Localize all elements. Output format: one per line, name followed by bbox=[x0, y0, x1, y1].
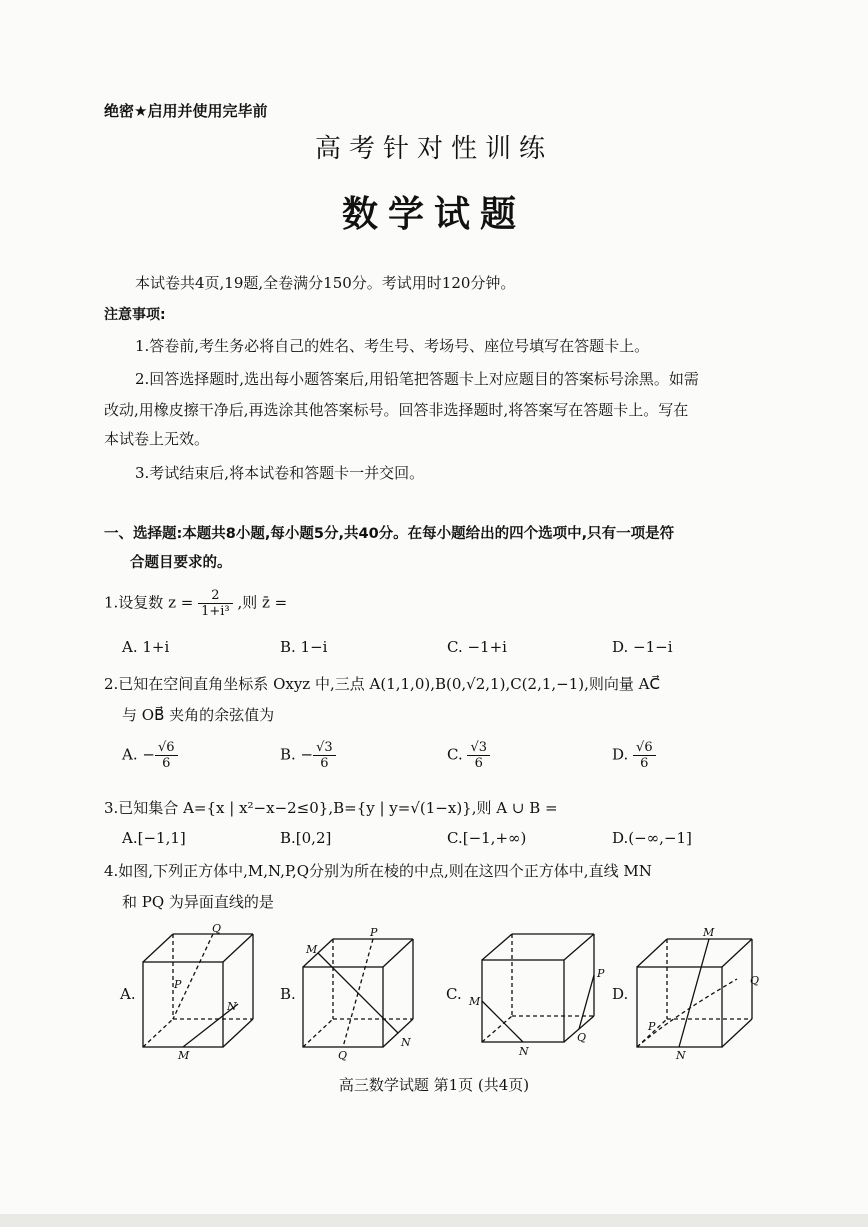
q2-c-num: √3 bbox=[467, 740, 490, 756]
notice-item-1: 1.答卷前,考生务必将自己的姓名、考生号、考场号、座位号填写在答题卡上。 bbox=[135, 337, 650, 355]
figure-c-label: C. bbox=[446, 985, 462, 1003]
notice-item-2-cont: 改动,用橡皮擦干净后,再选涂其他答案标号。回答非选择题时,将答案写在答题卡上。写在 bbox=[104, 401, 689, 419]
fig-a-point-m: M bbox=[178, 1049, 190, 1062]
notice-item-2-end: 本试卷上无效。 bbox=[104, 430, 210, 448]
question-2-line1: 2.已知在空间直角坐标系 Oxyz 中,三点 A(1,1,0),B(0,√2,1),C(2,1,−1),则向量 AC⃗ bbox=[104, 675, 660, 693]
intro-text: 本试卷共4页,19题,全卷满分150分。考试用时120分钟。 bbox=[135, 274, 516, 292]
q2-option-b bbox=[280, 740, 336, 771]
q2-b-num: √3 bbox=[313, 740, 336, 756]
fig-d-point-q: Q bbox=[750, 974, 760, 987]
q2-d-num: √6 bbox=[633, 740, 656, 756]
notice-item-2: 2.回答选择题时,选出每小题答案后,用铅笔把答题卡上对应题目的答案标号涂黑。如需 bbox=[135, 370, 699, 388]
q2-option-a bbox=[122, 740, 178, 771]
notice-item-3: 3.考试结束后,将本试卷和答题卡一并交回。 bbox=[135, 464, 425, 482]
fig-c-point-p: P bbox=[597, 967, 605, 980]
fig-c-point-n: N bbox=[519, 1045, 529, 1058]
q2-option-c bbox=[447, 740, 490, 771]
section-heading: 一、选择题:本题共8小题,每小题5分,共40分。在每小题给出的四个选项中,只有一项是符 bbox=[104, 526, 675, 542]
fig-a-point-p: P bbox=[174, 978, 182, 991]
fig-b-point-m: M bbox=[306, 943, 318, 956]
q1-fraction bbox=[198, 588, 233, 619]
scan-bottom-edge bbox=[0, 1214, 868, 1227]
q2-a-label: A. − bbox=[122, 745, 155, 764]
q1-option-c: C. −1+i bbox=[447, 638, 507, 656]
q1-option-b: B. 1−i bbox=[280, 638, 328, 656]
q2-b-label: B. − bbox=[280, 745, 314, 764]
page-footer: 高三数学试题 第1页 (共4页) bbox=[338, 1076, 530, 1094]
fig-d-point-n: N bbox=[676, 1049, 686, 1062]
q2-a-num: √6 bbox=[155, 740, 178, 756]
q2-d-label: D. bbox=[612, 745, 634, 764]
q3-option-d: D.(−∞,−1] bbox=[612, 829, 692, 847]
question-2-line2: 与 OB⃗ 夹角的余弦值为 bbox=[122, 706, 275, 724]
q2-d-frac bbox=[633, 740, 656, 771]
q2-b-frac bbox=[313, 740, 336, 771]
q1-option-d: D. −1−i bbox=[612, 638, 673, 656]
q3-option-a: A.[−1,1] bbox=[122, 829, 186, 847]
confidential-label: 绝密★启用并使用完毕前 bbox=[104, 102, 268, 120]
notice-heading: 注意事项: bbox=[104, 307, 166, 323]
fig-a-point-q: Q bbox=[212, 922, 222, 935]
fig-a-point-n: N bbox=[227, 1000, 237, 1013]
question-4-line2: 和 PQ 为异面直线的是 bbox=[122, 893, 274, 911]
exam-subtitle: 高考针对性训练 bbox=[314, 134, 553, 164]
q3-option-b: B.[0,2] bbox=[280, 829, 332, 847]
fig-c-point-q: Q bbox=[577, 1031, 587, 1044]
fig-b-point-p: P bbox=[370, 926, 378, 939]
q2-d-den: 6 bbox=[640, 756, 649, 771]
figure-b-label: B. bbox=[280, 985, 296, 1003]
cube-figure-c bbox=[464, 922, 609, 1062]
question-3: 3.已知集合 A={x | x²−x−2≤0},B={y | y=√(1−x)},则 A ∪ B = bbox=[104, 799, 558, 817]
section-heading-cont: 合题目要求的。 bbox=[130, 555, 232, 571]
cube-figure-a bbox=[140, 922, 280, 1062]
q2-b-den: 6 bbox=[320, 756, 329, 771]
exam-title: 数学试题 bbox=[341, 194, 526, 235]
q1-frac-num: 2 bbox=[198, 588, 233, 604]
fig-b-point-n: N bbox=[401, 1036, 411, 1049]
q1-suffix: ,则 z̄ = bbox=[237, 593, 288, 612]
q2-option-d bbox=[612, 740, 656, 771]
figure-d-label: D. bbox=[612, 985, 629, 1003]
cube-figure-d bbox=[632, 922, 772, 1062]
cube-figure-b bbox=[298, 922, 438, 1062]
q3-option-c: C.[−1,+∞) bbox=[447, 829, 527, 847]
fig-b-point-q: Q bbox=[338, 1049, 348, 1062]
fig-d-point-m: M bbox=[703, 926, 715, 939]
q2-c-frac bbox=[467, 740, 490, 771]
q1-prefix: 1.设复数 z = bbox=[104, 593, 194, 612]
q1-frac-den: 1+i³ bbox=[201, 604, 230, 619]
q2-c-den: 6 bbox=[474, 756, 483, 771]
question-1 bbox=[104, 588, 287, 619]
fig-d-point-p: P bbox=[648, 1020, 656, 1033]
fig-c-point-m: M bbox=[469, 995, 481, 1008]
q2-a-frac bbox=[155, 740, 178, 771]
q2-c-label: C. bbox=[447, 745, 468, 764]
figure-a-label: A. bbox=[120, 985, 136, 1003]
question-4-line1: 4.如图,下列正方体中,M,N,P,Q分别为所在棱的中点,则在这四个正方体中,直线 MN bbox=[104, 862, 652, 880]
q2-a-den: 6 bbox=[162, 756, 171, 771]
q1-option-a: A. 1+i bbox=[122, 638, 170, 656]
